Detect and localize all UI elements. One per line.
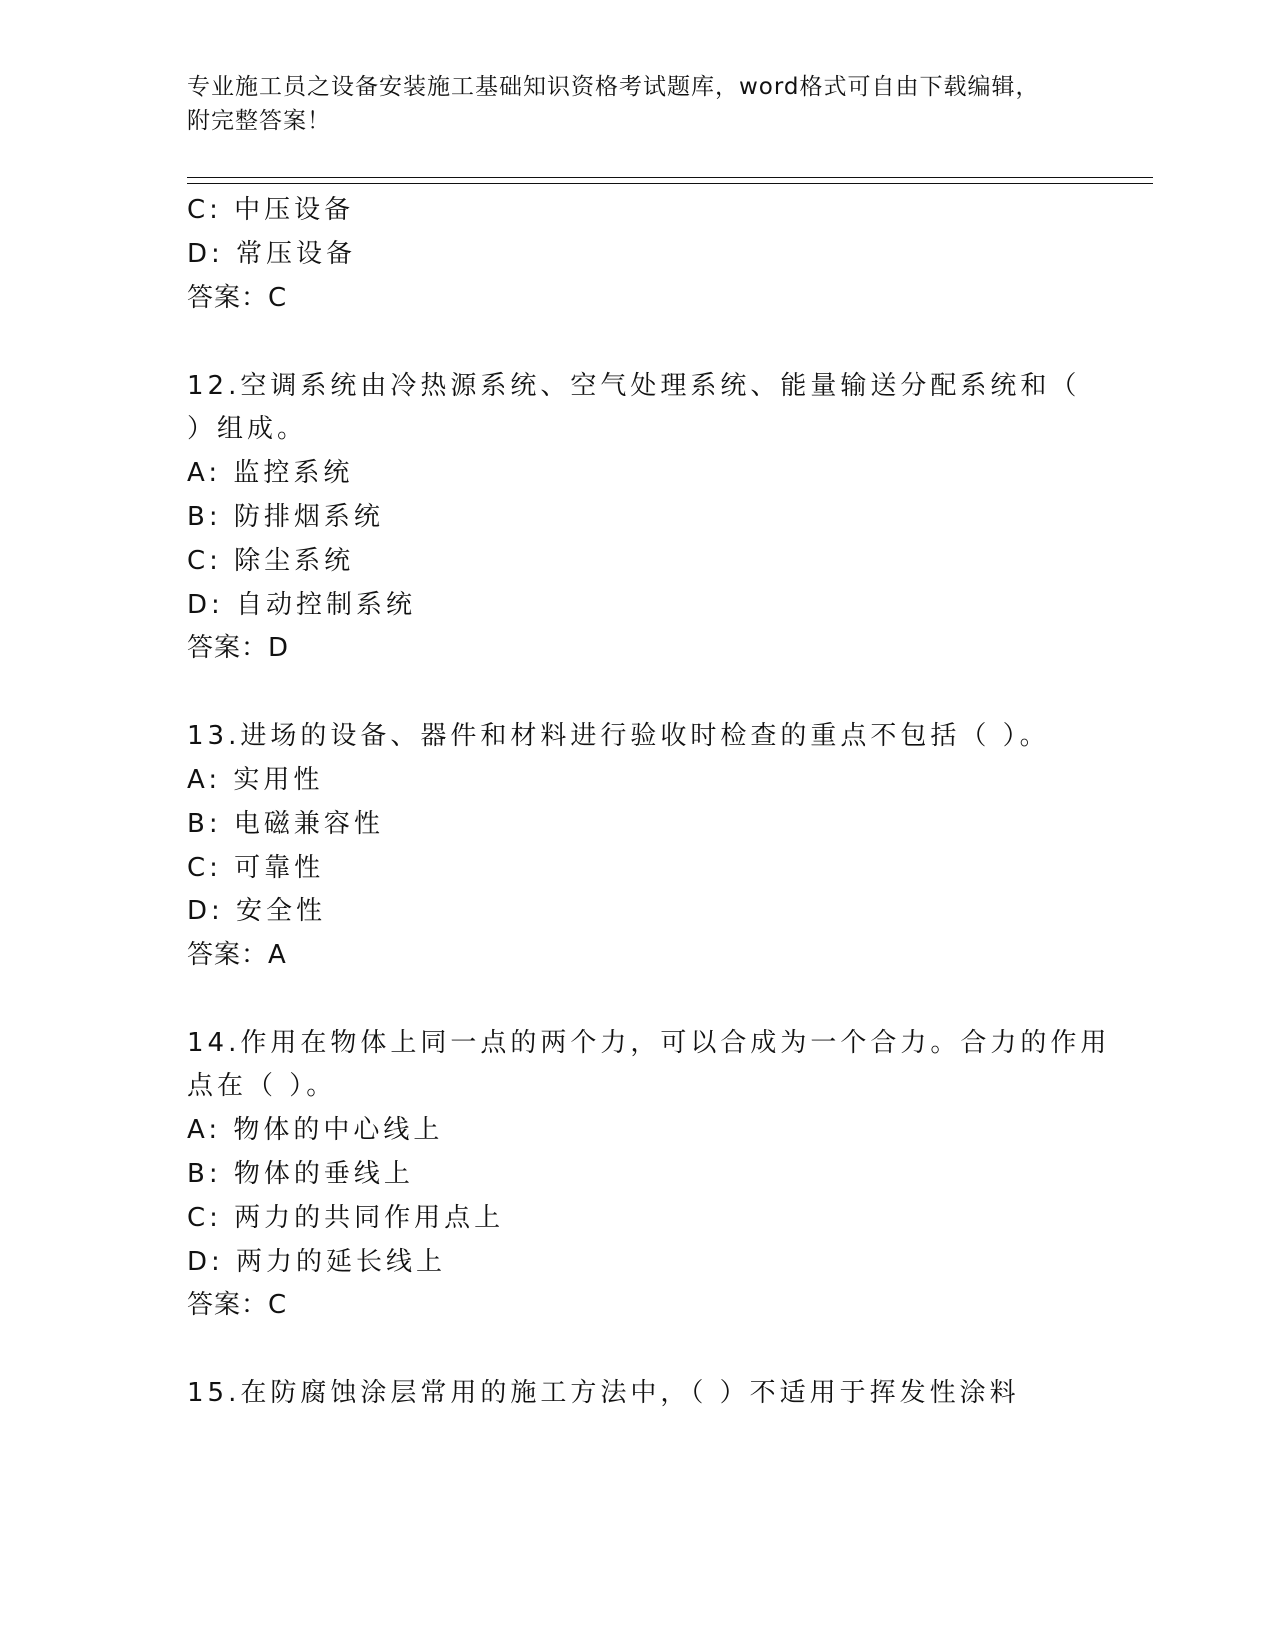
q14-option-c: C: 两力的共同作用点上 (187, 1203, 505, 1233)
q12-option-c: C: 除尘系统 (187, 546, 355, 576)
q12-option-a: A: 监控系统 (187, 458, 354, 488)
q12-option-b: B: 防排烟系统 (187, 502, 384, 532)
q13-answer: 答案：A (187, 940, 287, 970)
q12-stem-line-2: ）组成。 (187, 414, 308, 444)
q11-option-d: D: 常压设备 (187, 239, 357, 269)
document-header (187, 70, 1067, 138)
q14-option-b: B: 物体的垂线上 (187, 1159, 414, 1189)
q14-stem-line-2: 点在（ ）。 (187, 1071, 337, 1101)
q14-stem-line-1: 14.作用在物体上同一点的两个力，可以合成为一个合力。合力的作用 (187, 1028, 1111, 1058)
q13-stem-line-1: 13.进场的设备、器件和材料进行验收时检查的重点不包括（ ）。 (187, 721, 1050, 751)
q11-answer: 答案：C (187, 283, 288, 313)
q14-option-d: D: 两力的延长线上 (187, 1247, 447, 1277)
q12-answer: 答案：D (187, 633, 290, 663)
q13-option-d: D: 安全性 (187, 896, 327, 926)
q14-answer: 答案：C (187, 1290, 288, 1320)
header-title-line-1: 专业施工员之设备安装施工基础知识资格考试题库，word格式可自由下载编辑， (187, 74, 1040, 100)
header-divider-bottom (187, 183, 1153, 184)
q15-stem-line-1: 15.在防腐蚀涂层常用的施工方法中，（ ）不适用于挥发性涂料 (187, 1378, 1020, 1408)
q12-option-d: D: 自动控制系统 (187, 590, 417, 620)
header-title-line-2: 附完整答案！ (187, 108, 331, 134)
q12-stem-line-1: 12.空调系统由冷热源系统、空气处理系统、能量输送分配系统和（ (187, 371, 1081, 401)
q13-option-a: A: 实用性 (187, 765, 324, 795)
q13-option-c: C: 可靠性 (187, 853, 325, 883)
q11-option-c: C: 中压设备 (187, 195, 355, 225)
q13-option-b: B: 电磁兼容性 (187, 809, 384, 839)
q14-option-a: A: 物体的中心线上 (187, 1115, 444, 1145)
header-divider-top (187, 177, 1153, 178)
